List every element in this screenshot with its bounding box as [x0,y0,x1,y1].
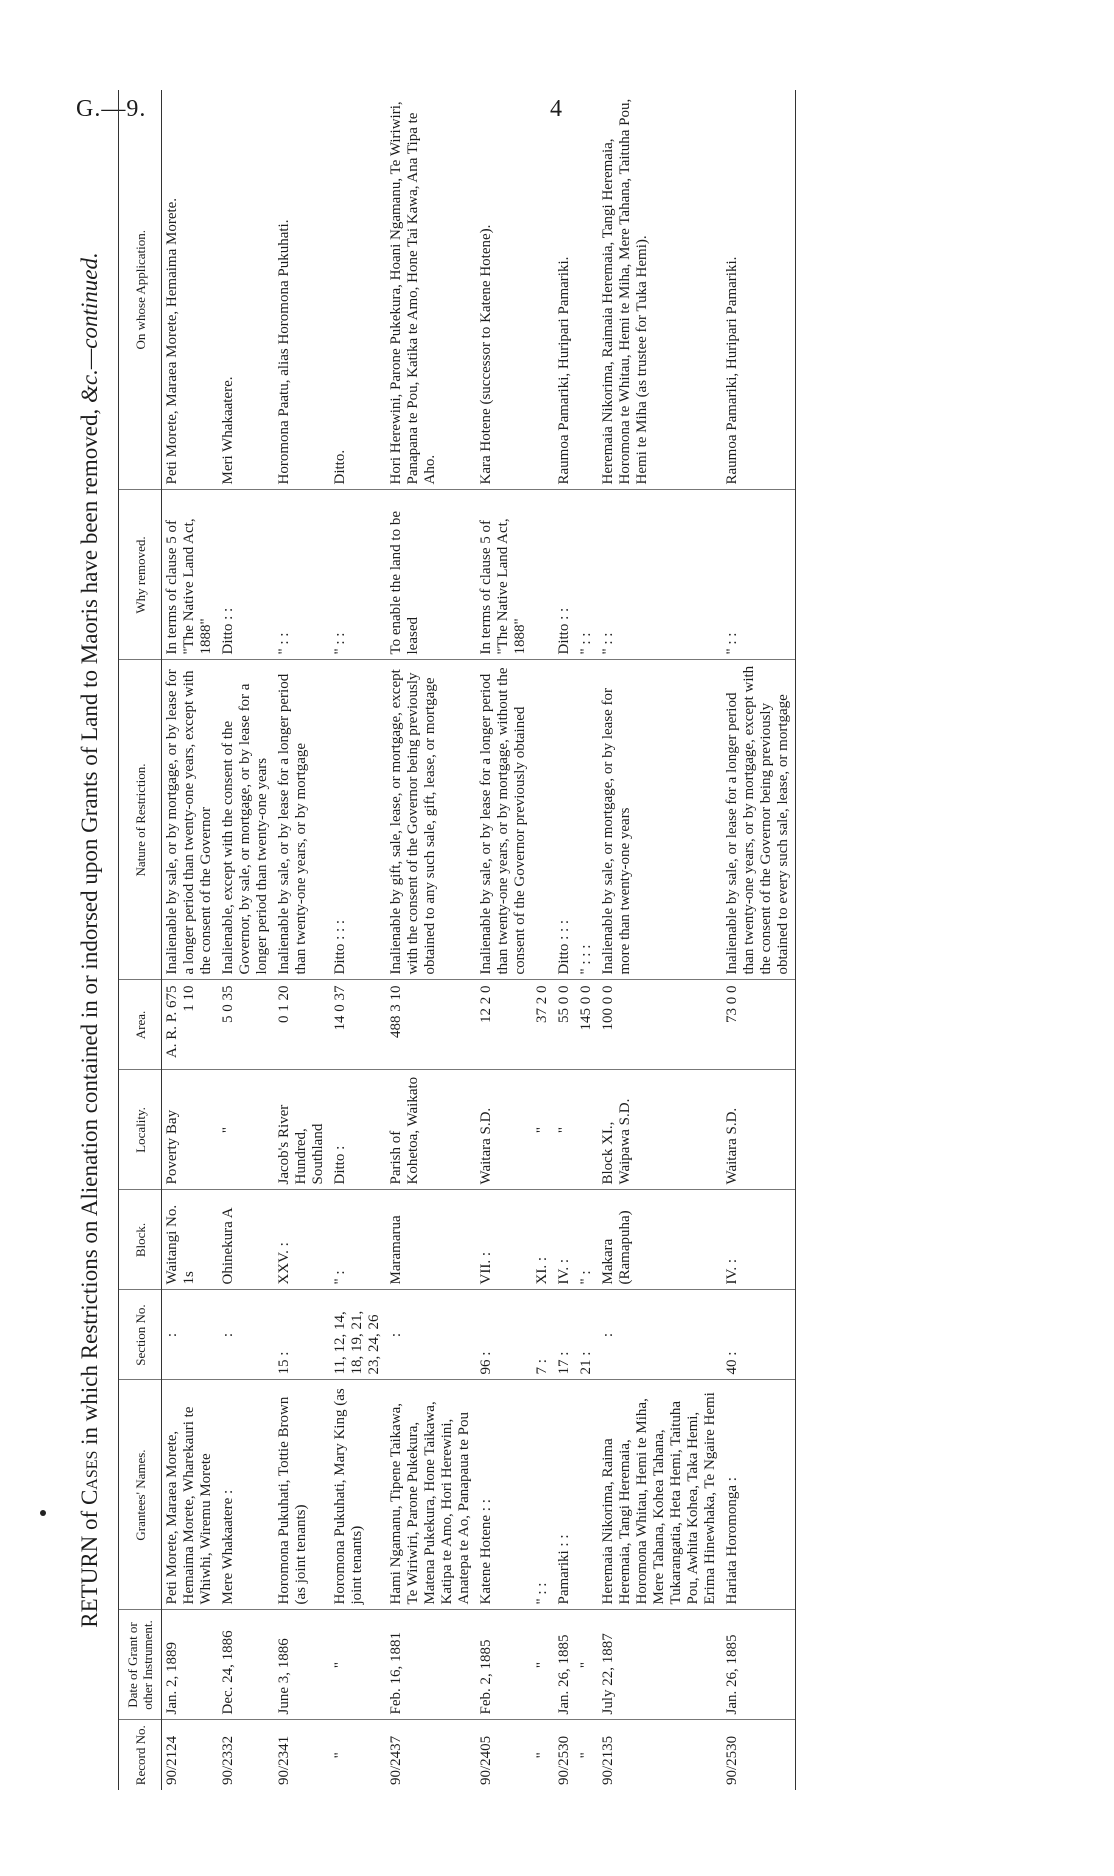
col-grantees: Grantees' Names. [119,1380,162,1610]
cell-record: 90/2124 [164,1735,180,1785]
cell-block: Makara (Ramapuha) [598,1190,722,1290]
table-row [386,90,476,1790]
cell-section: 40 : [722,1290,796,1380]
cell-whose: Hori Herewini, Parone Pukekura, Hoani Ngamanu, Te Wiriwiri, Panapana te Pou, Katika te Amo, Hone Tai Kawa, Ana Tipa te Aho. [386,90,476,490]
cell-grantees: Horomona Pukuhati, Mary King (as joint tenants) [330,1380,386,1610]
cell-restriction: Inalienable, except with the consent of the Governor, by sale, or mortgage, or by lease for a longer period than twenty-one years [218,660,274,980]
cell-locality: Ditto : [330,1070,386,1190]
cell-section: : [218,1290,274,1380]
cell-record: 90/2332 [220,1735,236,1785]
cell-restriction: Inalienable by sale, or mortgage, or by lease for more than twenty-one years [598,660,722,980]
cell-grantees: " : : [532,1380,554,1610]
cell-block: Maramarua [386,1190,476,1290]
table-body [162,90,796,1790]
cell-section: 96 : [476,1290,532,1380]
cell-section: : [598,1290,722,1380]
cell-restriction: Ditto : : : [554,660,576,980]
cell-whose: Ditto. [330,90,386,490]
rotated-table-page [70,80,1060,1800]
cell-section: 11, 12, 14, 18, 19, 21, 23, 24, 26 [330,1290,386,1380]
cell-date: June 3, 1886 [274,1610,330,1720]
cell-grantees: Hariata Horomonga : [722,1380,796,1610]
cell-whose: Raumoa Pamariki, Huripari Pamariki. [554,90,576,490]
cell-record: 90/2437 [388,1735,404,1785]
cell-block: " : [330,1190,386,1290]
cell-area: A. R. P. 675 1 10 [162,980,219,1070]
cell-restriction: Inalienable by sale, or by lease for a longer period than twenty-one years, or by mortgage, without the consent of the Governor previously obtained [476,660,532,980]
cell-section: 17 : [554,1290,576,1380]
cell-date: Jan. 26, 1885 [722,1610,796,1720]
cell-why: Ditto : : [218,490,274,660]
restrictions-table [118,90,796,1790]
col-locality: Locality. [119,1070,162,1190]
cell-area: 100 0 0 [598,980,722,1070]
cell-block: XXV. : [274,1190,330,1290]
cell-whose [532,90,554,490]
cell-area: 5 0 35 [218,980,274,1070]
table-row [576,90,598,1790]
cell-why [532,490,554,660]
col-why: Why removed. [119,490,162,660]
cell-locality: Waitara S.D. [476,1070,532,1190]
cell-section: 21 : [576,1290,598,1380]
cell-whose: Heremaia Nikorima, Raimaia Heremaia, Tangi Heremaia, Horomona te Whitau, Hemi te Miha, Mere Tahana, Taituha Pou, Hemi te Miha (as trustee for Tuka Hemi). [598,90,722,490]
table-row [476,90,532,1790]
col-section: Section No. [119,1290,162,1380]
cell-grantees: Heremaia Nikorima, Raima Heremaia, Tangi Heremaia, Horomona Whitau, Hemi te Miha, Mere Tahana, Kohea Tahana, Tukarangatia, Heta Hemi, Taituha Pou, Awhita Kohea, Taka Hemi, Erima Hinewhaka, Te Ngaire Hemi [598,1380,722,1610]
col-whose: On whose Application. [119,90,162,490]
cell-why: " : : [722,490,796,660]
cell-locality: Parish of Kohetoa, Waikato [386,1070,476,1190]
cell-block: XI. : [532,1190,554,1290]
cell-block: IV. : [722,1190,796,1290]
cell-grantees [576,1380,598,1610]
col-date: Date of Grant or other Instrument. [119,1610,162,1720]
cell-whose: Meri Whakaatere. [218,90,274,490]
cell-section: 15 : [274,1290,330,1380]
table-row [330,90,386,1790]
document-reference: G.—9. [76,96,147,122]
table-row [274,90,330,1790]
cell-grantees: Katene Hotene : : [476,1380,532,1610]
cell-why: Ditto : : [554,490,576,660]
cell-record: 90/2530 [722,1720,796,1790]
cell-record: 90/2530 [556,1735,572,1785]
cell-why: " : : [576,490,598,660]
cell-record: 90/2341 [276,1735,292,1785]
table-row [532,90,554,1790]
cell-area: 145 0 0 [576,980,598,1070]
cell-restriction: Inalienable by sale, or by mortgage, or by lease for a longer period than twenty-one years, except with the consent of the Governor [162,660,219,980]
header-row [119,90,162,1790]
cell-block: VII. : [476,1190,532,1290]
cell-why: " : : [330,490,386,660]
cell-locality: Waitara S.D. [722,1070,796,1190]
cell-record: 90/2135 [600,1735,616,1785]
table-row [162,90,219,1790]
cell-record: 90/2405 [478,1735,494,1785]
cell-why: " : : [274,490,330,660]
title-cases: Cases [77,1450,102,1506]
cell-whose: Horomona Paatu, alias Horomona Pukuhati. [274,90,330,490]
cell-date: Jan. 26, 1885 [554,1610,576,1720]
cell-record: " [578,1752,594,1759]
cell-locality: Jacob's River Hundred, Southland [274,1070,330,1190]
cell-why: To enable the land to be leased [386,490,476,660]
col-block: Block. [119,1190,162,1290]
cell-date: Feb. 2, 1885 [476,1610,532,1720]
cell-date: " [576,1610,598,1720]
cell-record: " [534,1752,550,1759]
cell-block: IV. : [554,1190,576,1290]
cell-section: : [162,1290,219,1380]
col-area: Area. [119,980,162,1070]
cell-restriction: " : : : [576,660,598,980]
table-row [218,90,274,1790]
cell-restriction: Ditto : : : [330,660,386,980]
cell-why: " : : [598,490,722,660]
cell-date: " [532,1610,554,1720]
cell-area: 12 2 0 [476,980,532,1070]
table-row [554,90,576,1790]
cell-whose: Raumoa Pamariki, Huripari Pamariki. [722,90,796,490]
cell-grantees: Hami Ngamanu, Tipene Taikawa, Te Wiriwiri, Parone Pukekura, Matena Pukekura, Hone Taikawa, Katipa te Amo, Hori Herewini, Anatepa te Ao, Panapaua te Pou [386,1380,476,1610]
cell-locality: " [532,1070,554,1190]
cell-date: July 22, 1887 [598,1610,722,1720]
cell-date: Jan. 2, 1889 [162,1610,219,1720]
title-rest: in which Restrictions on Alienation contained in or indorsed upon Grants of Land to Maoris have been removed, [77,403,102,1451]
cell-restriction: Inalienable by sale, or lease for a longer period than twenty-one years, or by mortgage, except with the consent of the Governor being previously obtained to every such sale, lease, or mortgage [722,660,796,980]
cell-area: 37 2 0 [532,980,554,1070]
title-lead: RETURN of [77,1505,102,1628]
cell-area: 55 0 0 [554,980,576,1070]
cell-section: 7 : [532,1290,554,1380]
cell-why: In terms of clause 5 of "The Native Land Act, 1888" [162,490,219,660]
col-restriction: Nature of Restriction. [119,660,162,980]
cell-locality [576,1070,598,1190]
table-row [598,90,722,1790]
cell-restriction: Inalienable by sale, or by lease for a longer period than twenty-one years, or by mortgage [274,660,330,980]
title-continued: &c.—continued. [77,252,102,404]
cell-locality: " [218,1070,274,1190]
cell-block: " : [576,1190,598,1290]
cell-area: 14 0 37 [330,980,386,1070]
pencil-mark [40,1510,46,1516]
table-row [722,90,796,1790]
cell-block: Waitangi No. 1s [162,1190,219,1290]
cell-whose [576,90,598,490]
cell-whose: Peti Morete, Maraea Morete, Hemaima Morete. [162,90,219,490]
cell-area: 0 1 20 [274,980,330,1070]
cell-date: " [330,1610,386,1720]
cell-record: " [332,1752,348,1759]
cell-section: : [386,1290,476,1380]
page-number: 4 [550,96,562,122]
cell-locality: Block XI., Waipawa S.D. [598,1070,722,1190]
cell-why: In terms of clause 5 of "The Native Land Act, 1888" [476,490,532,660]
cell-restriction [532,660,554,980]
cell-locality: Poverty Bay [162,1070,219,1190]
cell-date: Dec. 24, 1886 [218,1610,274,1720]
cell-restriction: Inalienable by gift, sale, lease, or mortgage, except with the consent of the Governor being previously obtained to any such sale, gift, lease, or mortgage [386,660,476,980]
cell-block: Ohinekura A [218,1190,274,1290]
cell-area: 488 3 10 [386,980,476,1070]
table-title [70,80,110,1800]
col-record: Record No. [119,1720,162,1790]
cell-locality: " [554,1070,576,1190]
cell-area: 73 0 0 [722,980,796,1070]
cell-grantees: Peti Morete, Maraea Morete, Hemaima Morete, Wharekauri te Whiwhi, Wiremu Morete [162,1380,219,1610]
cell-grantees: Mere Whakaatere : [218,1380,274,1610]
cell-whose: Kara Hotene (successor to Katene Hotene). [476,90,532,490]
cell-date: Feb. 16, 1881 [386,1610,476,1720]
cell-grantees: Horomona Pukuhati, Tottie Brown (as joint tenants) [274,1380,330,1610]
cell-grantees: Pamariki : : [554,1380,576,1610]
